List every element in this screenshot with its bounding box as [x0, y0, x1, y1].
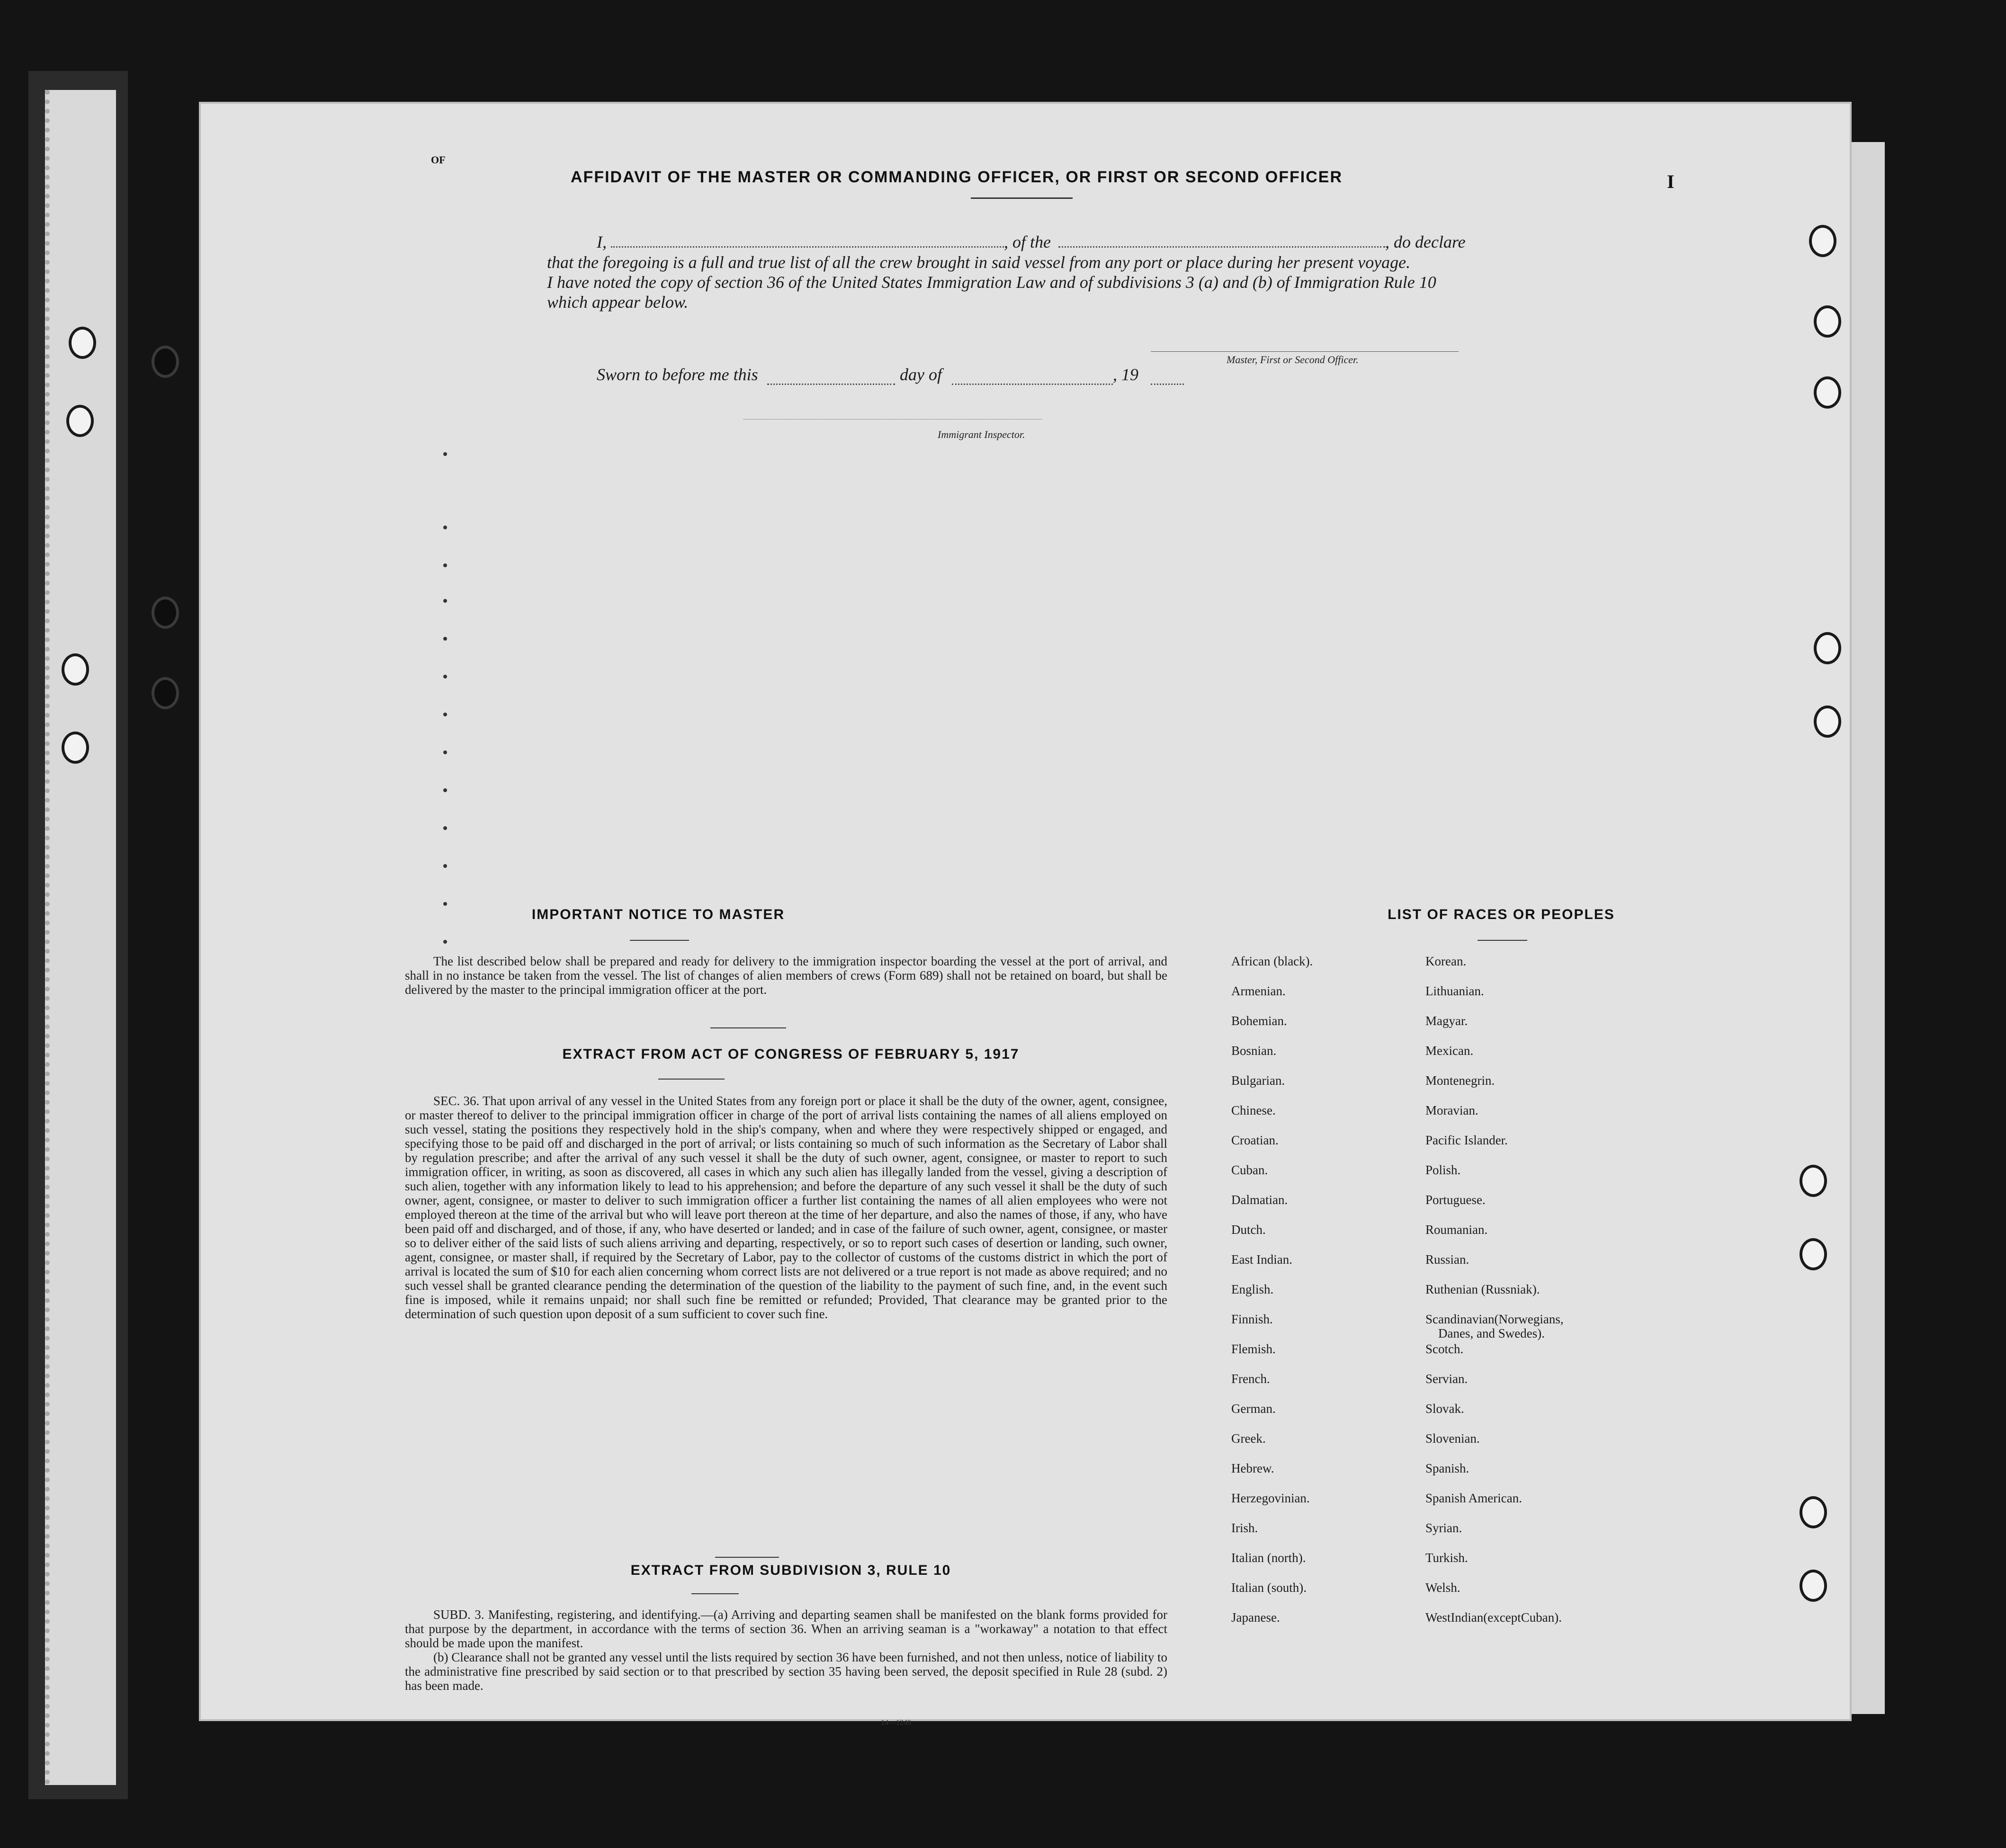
bullet-mark [443, 637, 447, 641]
punch-hole [62, 653, 89, 686]
race-item: Welsh. [1425, 1580, 1460, 1595]
race-item: Mexican. [1425, 1044, 1474, 1058]
punch-hole [152, 597, 179, 629]
bullet-mark [443, 940, 447, 944]
bullet-mark [443, 902, 447, 906]
race-item: Bulgarian. [1231, 1073, 1285, 1088]
race-item: Roumanian. [1425, 1223, 1488, 1237]
signature-line[interactable] [1151, 351, 1459, 352]
rule-paragraph-a: SUBD. 3. Manifesting, registering, and identifying.—(a) Arriving and departing seamen shall be manifested on the blank forms provided for that purpose by the department, in accordance with the terms of section 36. When an arriving seaman is a "workaway" a notation to that effect should be made upon the manifest. [405, 1607, 1167, 1650]
notice-paragraph: The list described below shall be prepared and ready for delivery to the immigration inspector boarding the vessel at the port of arrival, and shall in no instance be taken from the vessel. The list of changes of alien members of crews (Form 689) shall not be retained on board, but shall be delivered by the master to the principal immigration officer at the port. [405, 954, 1167, 997]
name-blank[interactable] [611, 246, 1004, 248]
right-tick-mark: I [1667, 171, 1675, 192]
sworn-text: Sworn to before me this [597, 365, 758, 384]
affidavit-declare: , do declare [1385, 232, 1466, 251]
title-underline [971, 197, 1073, 199]
affidavit-i: I, [597, 232, 607, 251]
bullet-mark [443, 563, 447, 567]
inspector-caption: Immigrant Inspector. [938, 429, 1025, 440]
corner-stamp: OF [431, 154, 446, 166]
race-item: Flemish. [1231, 1342, 1276, 1356]
race-item: Syrian. [1425, 1521, 1462, 1535]
race-item: Ruthenian (Russniak). [1425, 1282, 1540, 1296]
punch-hole [152, 677, 179, 709]
punch-hole [1800, 1238, 1827, 1270]
races-title: LIST OF RACES OR PEOPLES [1388, 907, 1615, 922]
affidavit-line-3: I have noted the copy of section 36 of the United States Immigration Law and of subdivisions 3 (a) and (b) of Immigration Rule 10 [547, 273, 1436, 292]
race-item: Montenegrin. [1425, 1073, 1495, 1088]
race-item: Scotch. [1425, 1342, 1464, 1356]
year-prefix: , 19 [1113, 365, 1138, 384]
punch-hole [66, 405, 94, 437]
act-extract-text [405, 1094, 1167, 1321]
bullet-mark [443, 864, 447, 868]
race-item: Polish. [1425, 1163, 1461, 1177]
act-underline [658, 1079, 725, 1080]
race-item: English. [1231, 1282, 1274, 1296]
race-item: Moravian. [1425, 1103, 1478, 1117]
race-item: Japanese. [1231, 1610, 1280, 1625]
act-paragraph: SEC. 36. That upon arrival of any vessel in the United States from any foreign port or place it shall be the duty of the owner, agent, consignee, or master thereof to deliver to the principal immigration officer in charge of the port of arrival lists containing the names of all aliens employed on such vessel, stating the positions they respectively hold in the ship's company, when and where they were respectively shipped or engaged, and specifying those to be paid off and discharged in the port of arrival; or lists containing so much of such information as the Secretary of Labor shall by regulation prescribe; and after the arrival of any such vessel it shall be the duty of such owner, agent, consignee, or master to report to such immigration officer, in writing, as soon as discovered, all cases in which any such alien has illegally landed from the vessel, giving a description of such alien, together with any information likely to lead to his apprehension; and before the departure of any such vessel it shall be the duty of such owner, agent, consignee, or master to deliver to such immigration officer a further list containing the names of all alien employees who were not employed thereon at the time of the arrival but who will leave port thereon at the time of her departure, and also the names of those, if any, who have been paid off and discharged, and of those, if any, who have deserted or landed; and in case of the failure of such owner, agent, consignee, or master so to deliver either of the said lists of such aliens arriving and departing, respectively, or so to report such cases of desertion or landing, such owner, agent, consignee, or master shall, if required by the Secretary of Labor, pay to the collector of customs of the customs district in which the port of arrival is located the sum of $10 for each alien concerning whom correct lists are not delivered or a true report is not made as above required; and no such vessel shall be granted clearance pending the determination of the question of the liability to the payment of such fine, and, in the event such fine is imposed, while it remains unpaid; nor shall such fine be remitted or refunded; Provided, That clearance may be granted prior to the determination of such question upon deposit of a sum sufficient to cover such fine. [405, 1094, 1167, 1321]
race-item: Chinese. [1231, 1103, 1276, 1117]
punch-hole [1814, 705, 1841, 738]
race-item: Finnish. [1231, 1312, 1273, 1326]
bullet-mark [443, 713, 447, 716]
race-item: East Indian. [1231, 1252, 1292, 1267]
race-item: Portuguese. [1425, 1193, 1486, 1207]
punch-hole [152, 346, 179, 378]
punch-hole [62, 732, 89, 764]
race-item: Dalmatian. [1231, 1193, 1288, 1207]
day-of-text: day of [900, 365, 942, 384]
bullet-mark [443, 788, 447, 792]
rule-extract-title: EXTRACT FROM SUBDIVISION 3, RULE 10 [630, 1562, 951, 1578]
race-item: Spanish. [1425, 1461, 1469, 1475]
race-item: Croatian. [1231, 1133, 1279, 1147]
race-item: Slovak. [1425, 1402, 1464, 1416]
race-item: Italian (north). [1231, 1551, 1306, 1565]
form-code: 14—1240 [881, 1719, 911, 1727]
bullet-mark [443, 750, 447, 754]
signature-caption: Master, First or Second Officer. [1227, 354, 1359, 366]
race-item: Bohemian. [1231, 1014, 1287, 1028]
race-item: Irish. [1231, 1521, 1258, 1535]
race-item: French. [1231, 1372, 1270, 1386]
race-item: Magyar. [1425, 1014, 1468, 1028]
rule-paragraph-b: (b) Clearance shall not be granted any vessel until the lists required by section 36 have been furnished, and not then unless, notice of liability to the administrative fine prescribed by said section or to that prescribed by section 35 having been served, the deposit specified in Rule 28 (subd. 2) has been made. [405, 1650, 1167, 1693]
race-item: Turkish. [1425, 1551, 1468, 1565]
race-item: Cuban. [1231, 1163, 1268, 1177]
race-item: Armenian. [1231, 984, 1286, 998]
vessel-blank[interactable] [1058, 246, 1385, 248]
race-item: Herzegovinian. [1231, 1491, 1310, 1505]
punch-hole [1814, 632, 1841, 664]
race-item: Korean. [1425, 954, 1467, 968]
rule-extract-text [405, 1607, 1167, 1693]
race-item: German. [1231, 1402, 1276, 1416]
punch-hole [1814, 305, 1841, 338]
bullet-mark [443, 526, 447, 529]
race-item: Lithuanian. [1425, 984, 1484, 998]
sworn-month-blank[interactable] [952, 384, 1113, 385]
race-item: WestIndian(exceptCuban). [1425, 1610, 1562, 1625]
affidavit-title: AFFIDAVIT OF THE MASTER OR COMMANDING OFFICER, OR FIRST OR SECOND OFFICER [571, 168, 1343, 186]
punch-hole [1814, 376, 1841, 409]
punch-hole [69, 327, 96, 359]
race-item: Italian (south). [1231, 1580, 1307, 1595]
race-item: Scandinavian(Norwegians, Danes, and Swedes). [1425, 1312, 1564, 1340]
inspector-signature-line[interactable] [743, 419, 1042, 420]
race-item: Bosnian. [1231, 1044, 1277, 1058]
affidavit-of-the: , of the [1004, 232, 1051, 251]
race-item: Hebrew. [1231, 1461, 1274, 1475]
race-item: Greek. [1231, 1431, 1266, 1446]
year-blank[interactable] [1151, 384, 1184, 385]
races-underline [1478, 940, 1527, 941]
bullet-mark [443, 675, 447, 678]
manifest-page [199, 102, 1852, 1727]
affidavit-line-2: that the foregoing is a full and true list of all the crew brought in said vessel from any port or place during her present voyage. [547, 253, 1411, 272]
punch-hole [1809, 225, 1836, 257]
notice-underline [630, 940, 689, 941]
divider [710, 1027, 786, 1028]
bullet-mark [443, 826, 447, 830]
rule-underline [691, 1593, 739, 1594]
race-item: Russian. [1425, 1252, 1469, 1267]
bullet-mark [443, 452, 447, 456]
affidavit-line-4: which appear below. [547, 293, 689, 312]
race-item: Dutch. [1231, 1223, 1266, 1237]
divider [715, 1557, 779, 1558]
notice-title: IMPORTANT NOTICE TO MASTER [531, 907, 785, 922]
race-item: African (black). [1231, 954, 1313, 968]
punch-hole [1800, 1496, 1827, 1528]
race-item: Spanish American. [1425, 1491, 1522, 1505]
race-item: Slovenian. [1425, 1431, 1480, 1446]
notice-text [405, 954, 1167, 997]
race-item: Servian. [1425, 1372, 1468, 1386]
bullet-mark [443, 599, 447, 603]
punch-hole [1800, 1570, 1827, 1602]
act-extract-title: EXTRACT FROM ACT OF CONGRESS OF FEBRUARY 5, 1917 [562, 1046, 1020, 1062]
sworn-day-blank[interactable] [767, 384, 895, 385]
punch-hole [1800, 1165, 1827, 1197]
race-item: Pacific Islander. [1425, 1133, 1508, 1147]
